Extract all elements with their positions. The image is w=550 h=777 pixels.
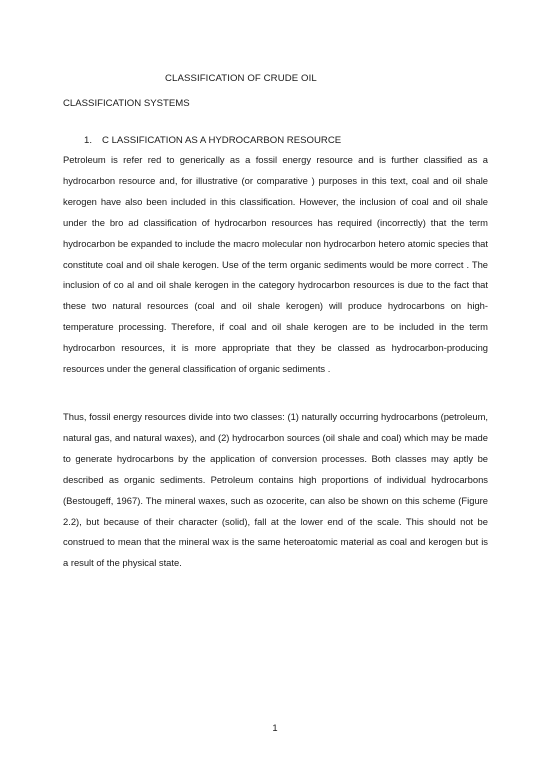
body-paragraph: Thus, fossil energy resources divide into two classes: (1) naturally occurring hydrocarbons (petroleum, natural gas, and natural waxes), and (2) hydrocarbon sources (oil shale and coal) which may be made to generate hydrocarbons by the application of conversion processes. Both classes may aptly be described as organic sediments. Petroleum contains high proportions of individual hydrocarbons (Bestougeff, 1967). The mineral waxes, such as ozocerite, can also be shown on this scheme (Figure 2.2), but because of their character (solid), fall at the lower end of the scale. This should not be construed to mean that the mineral wax is the same heteroatomic material as coal and kerogen but is a result of the physical state.: [63, 411, 488, 569]
list-item-number: 1.: [84, 135, 93, 146]
section-heading: CLASSIFICATION SYSTEMS: [63, 98, 190, 109]
page-number: 1: [272, 722, 278, 733]
list-item-heading: C LASSIFICATION AS A HYDROCARBON RESOURCE: [102, 135, 342, 146]
numbered-list-item: [84, 135, 341, 146]
document-title: CLASSIFICATION OF CRUDE OIL: [165, 73, 317, 84]
body-paragraph: Petroleum is refer red to generically as a fossil energy resource and is further classified as a hydrocarbon resource and, for illustrative (or comparative ) purposes in this text, coal and oil shale kerogen have also been included in this classification. However, the inclusion of coal and oil shale under the bro ad classification of hydrocarbon resources has required (incorrectly) that the term hydrocarbon be expanded to include the macro molecular non hydrocarbon hetero atomic species that constitute coal and oil shale kerogen. Use of the term organic sediments would be more correct . The inclusion of co al and oil shale kerogen in the category hydrocarbon resources is due to the fact that these two natural resources (coal and oil shale kerogen) will produce hydrocarbons on high-temperature processing. Therefore, if coal and oil shale kerogen are to be included in the term hydrocarbon resources, it is more appropriate that they be classed as hydrocarbon-producing resources under the general classification of organic sediments .: [63, 154, 488, 375]
